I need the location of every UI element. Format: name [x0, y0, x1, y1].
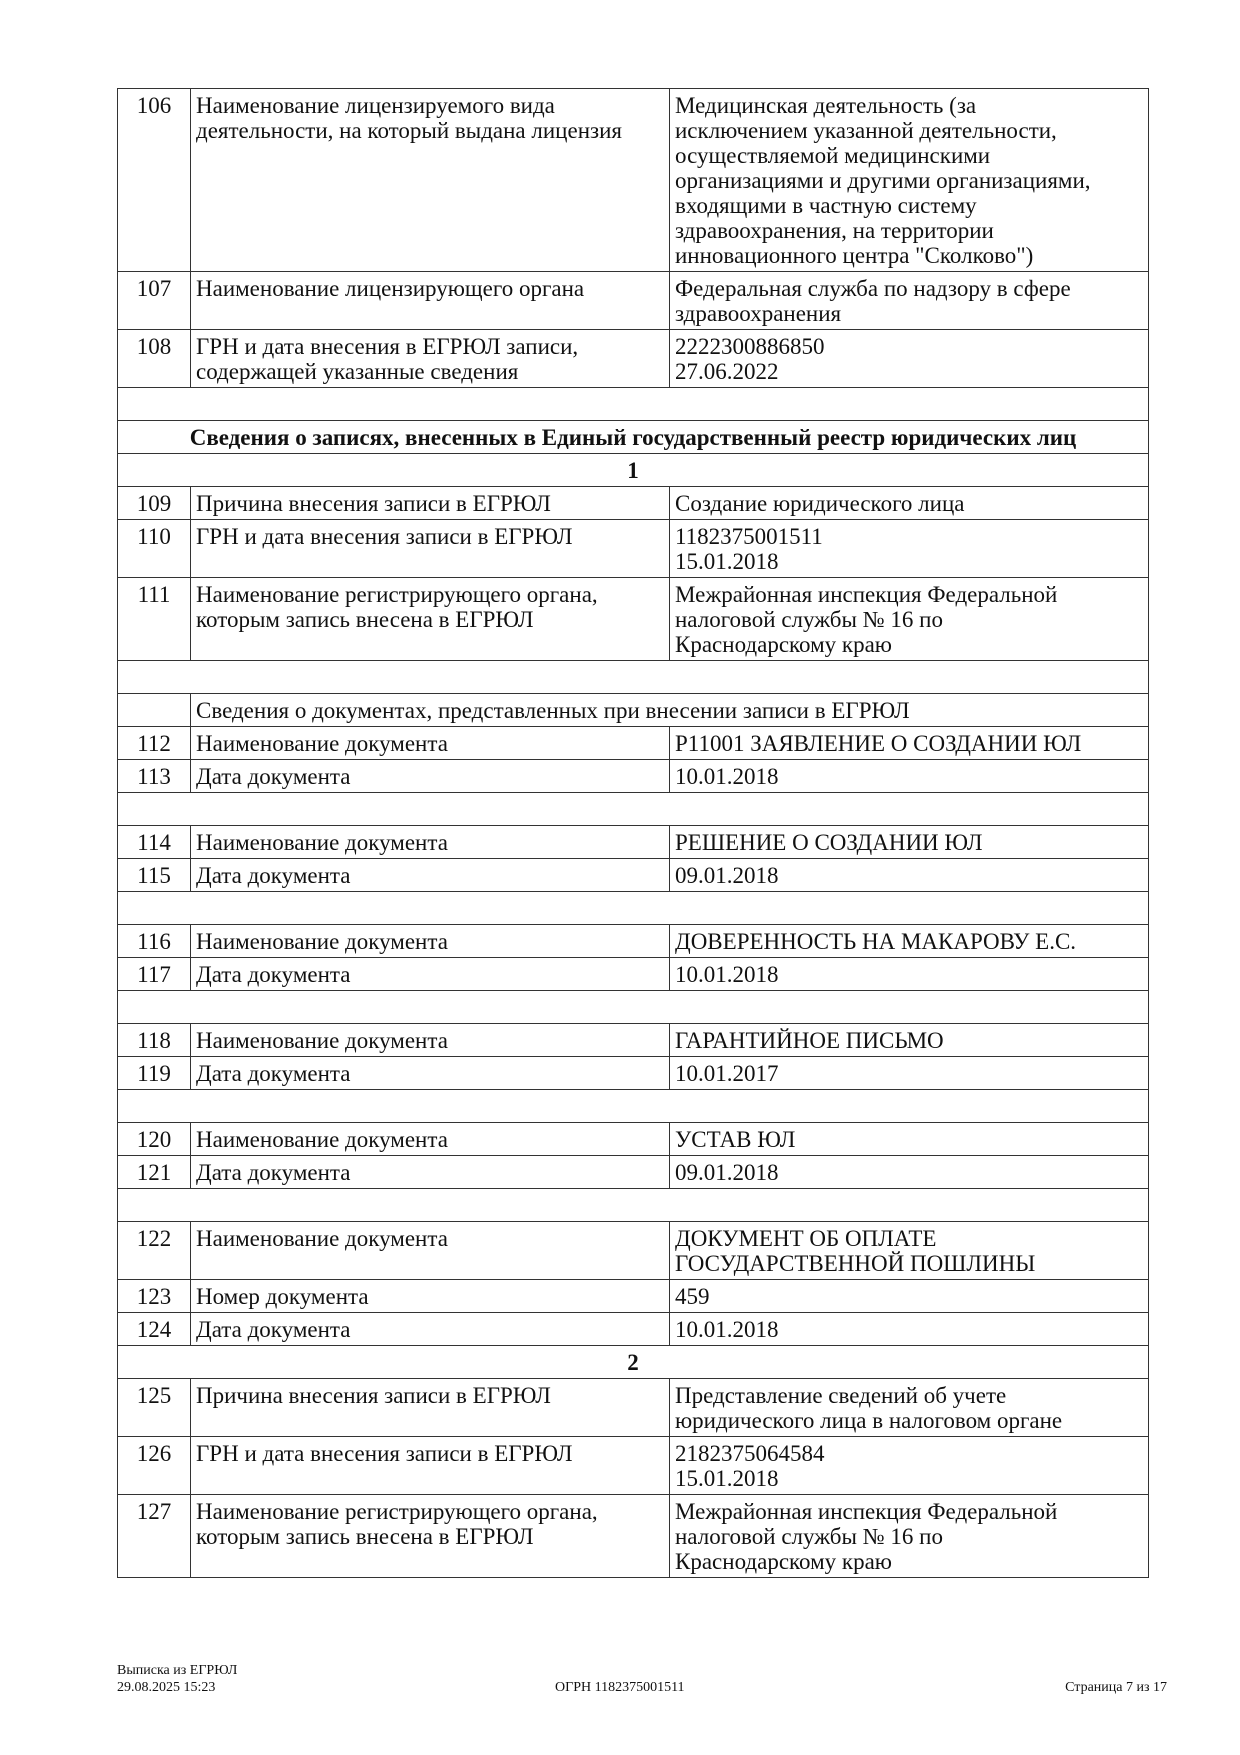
field-value: Федеральная служба по надзору в сфере здравоохранения: [670, 272, 1149, 330]
table-row: [118, 1280, 1149, 1313]
row-number: 127: [118, 1495, 191, 1578]
table-row: [118, 1379, 1149, 1437]
empty-cell: [118, 661, 1149, 694]
field-label: Дата документа: [191, 1313, 670, 1346]
row-number: 108: [118, 330, 191, 388]
field-label: Номер документа: [191, 1280, 670, 1313]
empty-cell: [118, 1189, 1149, 1222]
field-label: Причина внесения записи в ЕГРЮЛ: [191, 487, 670, 520]
record-index-row: [118, 1346, 1149, 1379]
footer-ogrn: ОГРН 1182375001511: [555, 1680, 685, 1695]
spacer-row: [118, 892, 1149, 925]
table-row: [118, 1495, 1149, 1578]
row-number: 118: [118, 1024, 191, 1057]
field-value: Межрайонная инспекция Федеральной налоговой службы № 16 по Краснодарскому краю: [670, 578, 1149, 661]
empty-cell: [118, 991, 1149, 1024]
field-label: Наименование документа: [191, 826, 670, 859]
spacer-row: [118, 388, 1149, 421]
table-row: [118, 925, 1149, 958]
field-value: ДОКУМЕНТ ОБ ОПЛАТЕ ГОСУДАРСТВЕННОЙ ПОШЛИНЫ: [670, 1222, 1149, 1280]
table-row: [118, 1437, 1149, 1495]
field-label: Наименование документа: [191, 727, 670, 760]
section-header-row: [118, 421, 1149, 454]
record-index: 2: [118, 1346, 1149, 1379]
table-row: [118, 826, 1149, 859]
row-number: 121: [118, 1156, 191, 1189]
spacer-row: [118, 1090, 1149, 1123]
footer-datetime: 29.08.2025 15:23: [117, 1680, 216, 1695]
table-row: [118, 1024, 1149, 1057]
field-value: 10.01.2018: [670, 1313, 1149, 1346]
field-value: Создание юридического лица: [670, 487, 1149, 520]
field-value: Медицинская деятельность (за исключением указанной деятельности, осуществляемой медицинскими организациями и другими организациями, входящими в частную систему здравоохранения, на территории инновационного центра "Сколково"): [670, 89, 1149, 272]
table-row: [118, 859, 1149, 892]
record-index-row: [118, 454, 1149, 487]
table-row: [118, 272, 1149, 330]
row-number: 123: [118, 1280, 191, 1313]
row-number: 113: [118, 760, 191, 793]
field-value: 09.01.2018: [670, 859, 1149, 892]
row-number: 120: [118, 1123, 191, 1156]
footer-left: [117, 1662, 237, 1696]
table-row: [118, 1222, 1149, 1280]
field-label: ГРН и дата внесения записи в ЕГРЮЛ: [191, 1437, 670, 1495]
table-row: [118, 520, 1149, 578]
row-number: 106: [118, 89, 191, 272]
row-number: 107: [118, 272, 191, 330]
row-number: 110: [118, 520, 191, 578]
field-value: РЕШЕНИЕ О СОЗДАНИИ ЮЛ: [670, 826, 1149, 859]
record-index: 1: [118, 454, 1149, 487]
field-label: Наименование документа: [191, 1123, 670, 1156]
subsection-row: [118, 694, 1149, 727]
field-label: Дата документа: [191, 1057, 670, 1090]
table-row: [118, 1313, 1149, 1346]
field-value: ДОВЕРЕННОСТЬ НА МАКАРОВУ Е.С.: [670, 925, 1149, 958]
subsection-title: Сведения о документах, представленных при внесении записи в ЕГРЮЛ: [191, 694, 1149, 727]
field-label: Наименование документа: [191, 1222, 670, 1280]
footer-page-number: Страница 7 из 17: [1065, 1680, 1167, 1695]
row-number: 112: [118, 727, 191, 760]
empty-cell: [118, 793, 1149, 826]
row-number: 111: [118, 578, 191, 661]
table-row: [118, 487, 1149, 520]
field-value: ГАРАНТИЙНОЕ ПИСЬМО: [670, 1024, 1149, 1057]
row-number: 117: [118, 958, 191, 991]
empty-cell: [118, 694, 191, 727]
field-value: УСТАВ ЮЛ: [670, 1123, 1149, 1156]
field-label: ГРН и дата внесения записи в ЕГРЮЛ: [191, 520, 670, 578]
field-label: Наименование лицензируемого вида деятельности, на который выдана лицензия: [191, 89, 670, 272]
row-number: 125: [118, 1379, 191, 1437]
field-value: 2182375064584 15.01.2018: [670, 1437, 1149, 1495]
field-label: Причина внесения записи в ЕГРЮЛ: [191, 1379, 670, 1437]
table-row: [118, 1057, 1149, 1090]
field-value: Р11001 ЗАЯВЛЕНИЕ О СОЗДАНИИ ЮЛ: [670, 727, 1149, 760]
empty-cell: [118, 892, 1149, 925]
field-label: Наименование документа: [191, 1024, 670, 1057]
row-number: 109: [118, 487, 191, 520]
field-label: Дата документа: [191, 859, 670, 892]
field-value: 2222300886850 27.06.2022: [670, 330, 1149, 388]
table-row: [118, 1123, 1149, 1156]
table-row: [118, 760, 1149, 793]
field-label: Дата документа: [191, 958, 670, 991]
field-value: 1182375001511 15.01.2018: [670, 520, 1149, 578]
field-label: Наименование документа: [191, 925, 670, 958]
field-label: Наименование лицензирующего органа: [191, 272, 670, 330]
section-header: Сведения о записях, внесенных в Единый государственный реестр юридических лиц: [118, 421, 1149, 454]
field-value: 10.01.2018: [670, 760, 1149, 793]
row-number: 124: [118, 1313, 191, 1346]
field-value: Межрайонная инспекция Федеральной налоговой службы № 16 по Краснодарскому краю: [670, 1495, 1149, 1578]
spacer-row: [118, 991, 1149, 1024]
table-row: [118, 89, 1149, 272]
field-label: Дата документа: [191, 760, 670, 793]
row-number: 116: [118, 925, 191, 958]
field-value: Представление сведений об учете юридического лица в налоговом органе: [670, 1379, 1149, 1437]
spacer-row: [118, 793, 1149, 826]
field-label: Дата документа: [191, 1156, 670, 1189]
table-row: [118, 578, 1149, 661]
row-number: 126: [118, 1437, 191, 1495]
spacer-row: [118, 1189, 1149, 1222]
spacer-row: [118, 661, 1149, 694]
row-number: 122: [118, 1222, 191, 1280]
field-label: ГРН и дата внесения в ЕГРЮЛ записи, содержащей указанные сведения: [191, 330, 670, 388]
field-value: 09.01.2018: [670, 1156, 1149, 1189]
table-row: [118, 1156, 1149, 1189]
row-number: 115: [118, 859, 191, 892]
field-value: 459: [670, 1280, 1149, 1313]
field-label: Наименование регистрирующего органа, которым запись внесена в ЕГРЮЛ: [191, 1495, 670, 1578]
egrul-extract-table: [117, 88, 1149, 1578]
table-row: [118, 727, 1149, 760]
table-row: [118, 330, 1149, 388]
field-value: 10.01.2017: [670, 1057, 1149, 1090]
row-number: 119: [118, 1057, 191, 1090]
field-value: 10.01.2018: [670, 958, 1149, 991]
row-number: 114: [118, 826, 191, 859]
empty-cell: [118, 1090, 1149, 1123]
empty-cell: [118, 388, 1149, 421]
field-label: Наименование регистрирующего органа, которым запись внесена в ЕГРЮЛ: [191, 578, 670, 661]
table-row: [118, 958, 1149, 991]
footer-doc-title: Выписка из ЕГРЮЛ: [117, 1663, 238, 1678]
